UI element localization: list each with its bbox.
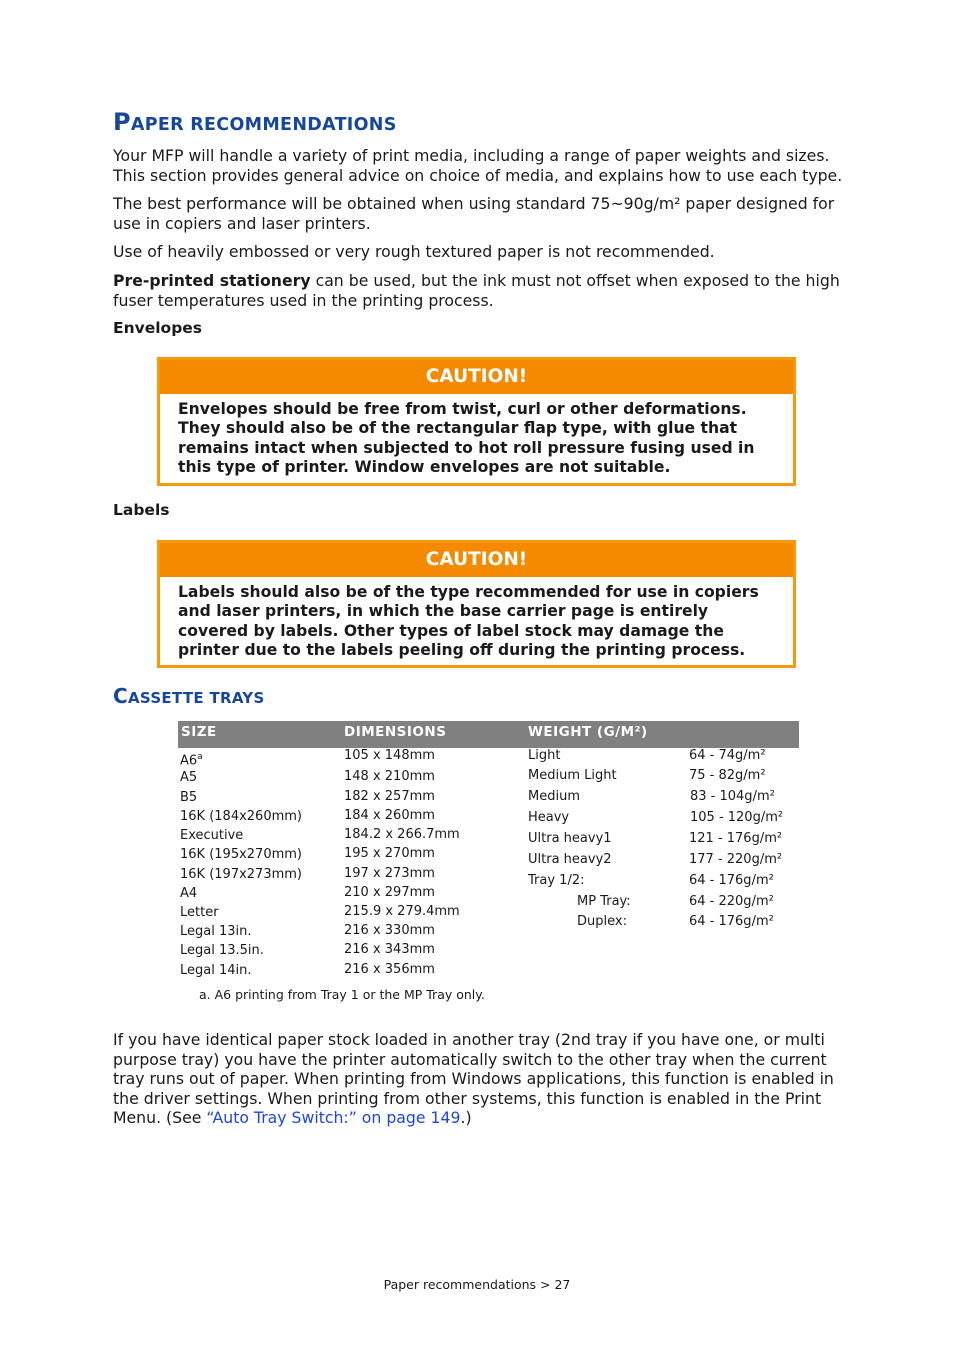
preprinted-bold: Pre-printed stationery: [113, 271, 311, 290]
dimensions-cell: 216 x 343mm: [344, 942, 435, 957]
weight-name-cell: MP Tray:: [577, 894, 631, 909]
table-footnote: a. A6 printing from Tray 1 or the MP Tray only.: [199, 987, 485, 1002]
preprinted-paragraph: [113, 271, 853, 310]
weight-value-cell: 64 - 176g/m²: [689, 914, 774, 929]
weight-value-cell: 105 - 120g/m²: [690, 810, 784, 825]
weight-value-cell: 64 - 176g/m²: [689, 873, 774, 888]
weight-name-cell: Duplex:: [577, 914, 627, 929]
section-title-cassette-trays: [113, 684, 265, 708]
size-cell: B5: [180, 790, 198, 805]
title-initial: C: [113, 684, 128, 708]
size-cell: Legal 13.5in.: [180, 943, 264, 958]
weight-value-cell: 83 - 104g/m²: [690, 789, 775, 804]
dimensions-cell: 210 x 297mm: [344, 885, 435, 900]
size-cell: Legal 13in.: [180, 924, 252, 939]
labels-caution-box: [157, 540, 796, 668]
weight-name-cell: Medium: [528, 789, 580, 804]
column-header-weight: WEIGHT (G/M²): [528, 724, 648, 740]
dimensions-cell: 148 x 210mm: [344, 769, 435, 784]
caution-text: Labels should also be of the type recommended for use in copiers and laser printers, in which the base carrier page is entirely covered by labels. Other types of label stock may damage the printer due to the labels peeling off during the printing process.: [178, 583, 759, 659]
size-cell: A6$^a$: [180, 752, 203, 769]
dimensions-cell: 184 x 260mm: [344, 808, 435, 823]
caution-title: CAUTION!: [160, 360, 793, 394]
footnote-marker: a: [197, 752, 203, 762]
weight-name-cell: Heavy: [528, 810, 570, 825]
weight-name-cell: Tray 1/2:: [528, 873, 585, 888]
weight-name-cell: Ultra heavy2: [528, 852, 612, 867]
dimensions-cell: 184.2 x 266.7mm: [344, 827, 460, 842]
dimensions-cell: 197 x 273mm: [344, 866, 435, 881]
dimensions-cell: 105 x 148mm: [344, 748, 435, 763]
auto-tray-switch-link[interactable]: “Auto Tray Switch:” on page 149: [206, 1108, 461, 1128]
size-cell: Legal 14in.: [180, 963, 252, 978]
caution-text: Envelopes should be free from twist, curl or other deformations. They should also be of the rectangular flap type, with glue that remains intact when subjected to hot roll pressure fusing used in this type of printer. Window envelopes are not suitable.: [178, 400, 755, 476]
weight-value-cell: 64 - 220g/m²: [689, 894, 774, 909]
caution-title: CAUTION!: [160, 543, 793, 577]
weight-value-cell: 177 - 220g/m²: [689, 852, 783, 867]
dimensions-cell: 182 x 257mm: [344, 789, 435, 804]
section-title-paper-recommendations: [113, 108, 397, 136]
tray-switch-text-end: .): [460, 1108, 472, 1128]
size-cell: Executive: [180, 828, 244, 843]
title-rest: ASSETTE TRAYS: [127, 689, 265, 707]
weight-value-cell: 64 - 74g/m²: [689, 748, 766, 763]
embossed-paragraph: Use of heavily embossed or very rough textured paper is not recommended.: [113, 242, 715, 261]
size-cell: A5: [180, 770, 198, 785]
dimensions-cell: 216 x 356mm: [344, 962, 435, 977]
size-cell: 16K (184x260mm): [180, 809, 302, 824]
tray-switch-text: If you have identical paper stock loaded in another tray (2nd tray if you have one, or multi purpose tray) you have the printer automatically switch to the other tray when the current tray runs out of paper. When printing from Windows applications, this function is enabled in the driver settings. When printing from other systems, this function is enabled in the Print Menu. (See: [113, 1030, 834, 1128]
size-cell: 16K (195x270mm): [180, 847, 302, 862]
preprinted-text: can be used, but the ink must not offset when exposed to the high fuser temperatures used in the printing process.: [113, 271, 840, 310]
size-cell: 16K (197x273mm): [180, 867, 302, 882]
column-header-dimensions: DIMENSIONS: [344, 724, 447, 740]
envelopes-caution-box: [157, 357, 796, 486]
title-rest: APER RECOMMENDATIONS: [130, 115, 397, 135]
tray-switch-paragraph: [113, 1030, 853, 1128]
dimensions-cell: 195 x 270mm: [344, 846, 435, 861]
title-initial: P: [113, 108, 131, 136]
best-performance-paragraph: The best performance will be obtained when using standard 75~90g/m² paper designed for use in copiers and laser printers.: [113, 194, 835, 233]
weight-name-cell: Light: [528, 748, 561, 763]
dimensions-cell: 216 x 330mm: [344, 923, 435, 938]
dimensions-cell: 215.9 x 279.4mm: [344, 904, 460, 919]
weight-value-cell: 75 - 82g/m²: [689, 768, 766, 783]
weight-value-cell: 121 - 176g/m²: [689, 831, 783, 846]
envelopes-heading: Envelopes: [113, 319, 203, 337]
table-header-row: [178, 721, 799, 748]
size-cell: A4: [180, 886, 198, 901]
weight-name-cell: Ultra heavy1: [528, 831, 612, 846]
size-cell: Letter: [180, 905, 219, 920]
labels-heading: Labels: [113, 501, 170, 519]
intro-paragraph: Your MFP will handle a variety of print media, including a range of paper weights and sizes. This section provides general advice on choice of media, and explains how to use each type.: [113, 146, 843, 185]
weight-name-cell: Medium Light: [528, 768, 617, 783]
page-footer: Paper recommendations > 27: [383, 1277, 571, 1292]
column-header-size: SIZE: [181, 724, 217, 740]
